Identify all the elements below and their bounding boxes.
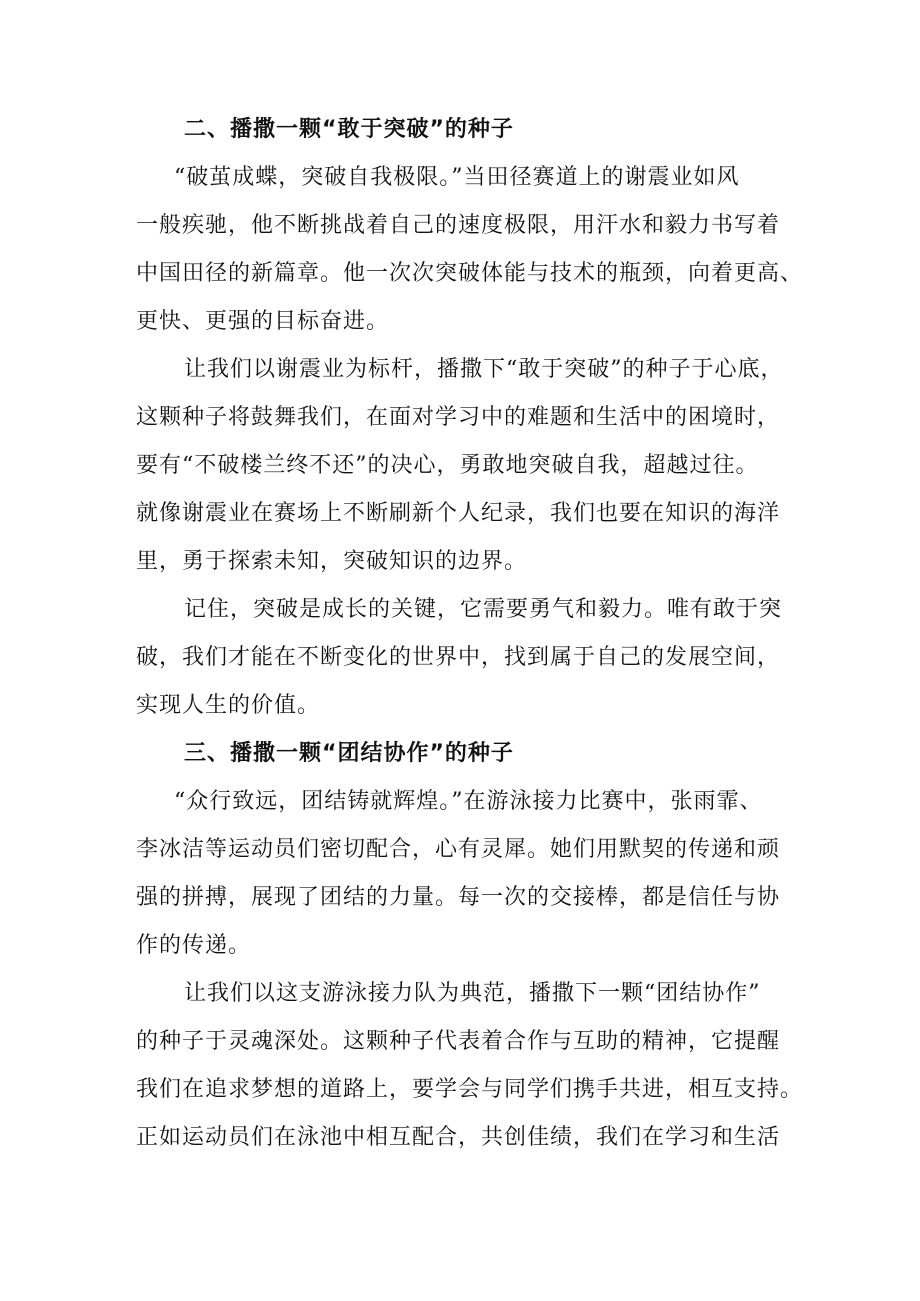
- text-line: 让我们以谢震业为标杆，播撒下“敢于突破”的种子于心底，: [184, 357, 784, 382]
- section-2-heading: 二、播撒一颗“敢于突破”的种子: [184, 117, 514, 142]
- section-2-paragraph-3: [136, 586, 796, 730]
- text-line: 就像谢震业在赛场上不断刷新个人纪录，我们也要在知识的海洋: [136, 501, 781, 526]
- text-line: 里，勇于探索未知，突破知识的边界。: [136, 549, 528, 574]
- text-line: 让我们以这支游泳接力队为典范，播撒下一颗“团结协作”: [184, 981, 761, 1006]
- text-line: 更快、更强的目标奋进。: [136, 309, 390, 334]
- text-line: 的种子于灵魂深处。这颗种子代表着合作与互助的精神，它提醒: [136, 1029, 781, 1054]
- text-line: 记住，突破是成长的关键，它需要勇气和毅力。唯有敢于突: [184, 597, 783, 622]
- section-3-paragraph-1: [136, 778, 796, 970]
- text-line: 李冰洁等运动员们密切配合，心有灵犀。她们用默契的传递和顽: [136, 837, 781, 862]
- section-2-paragraph-2: [136, 346, 796, 586]
- text-line: 实现人生的价值。: [136, 693, 321, 718]
- text-line: 一般疾驰，他不断挑战着自己的速度极限，用汗水和毅力书写着: [136, 213, 781, 238]
- text-line: 中国田径的新篇章。他一次次突破体能与技术的瓶颈，向着更高、: [136, 261, 804, 286]
- text-line: “众行致远，团结铸就辉煌。”在游泳接力比赛中，张雨霏、: [174, 789, 763, 814]
- section-3-paragraph-2: [136, 970, 804, 1162]
- text-line: 正如运动员们在泳池中相互配合，共创佳绩，我们在学习和生活: [136, 1125, 781, 1150]
- text-line: 这颗种子将鼓舞我们，在面对学习中的难题和生活中的困境时，: [136, 405, 781, 430]
- text-line: 要有“不破楼兰终不还”的决心，勇敢地突破自我，超越过往。: [136, 453, 759, 478]
- document-body: [136, 106, 804, 1162]
- text-line: 作的传递。: [136, 933, 252, 958]
- section-2-paragraph-1: [136, 154, 804, 346]
- text-line: 破，我们才能在不断变化的世界中，找到属于自己的发展空间，: [136, 645, 781, 670]
- text-line: “破茧成蝶，突破自我极限。”当田径赛道上的谢震业如风: [174, 165, 740, 190]
- text-line: 我们在追求梦想的道路上，要学会与同学们携手共进，相互支持。: [136, 1077, 804, 1102]
- section-3-heading: 三、播撒一颗“团结协作”的种子: [184, 741, 514, 766]
- text-line: 强的拼搏，展现了团结的力量。每一次的交接棒，都是信任与协: [136, 885, 781, 910]
